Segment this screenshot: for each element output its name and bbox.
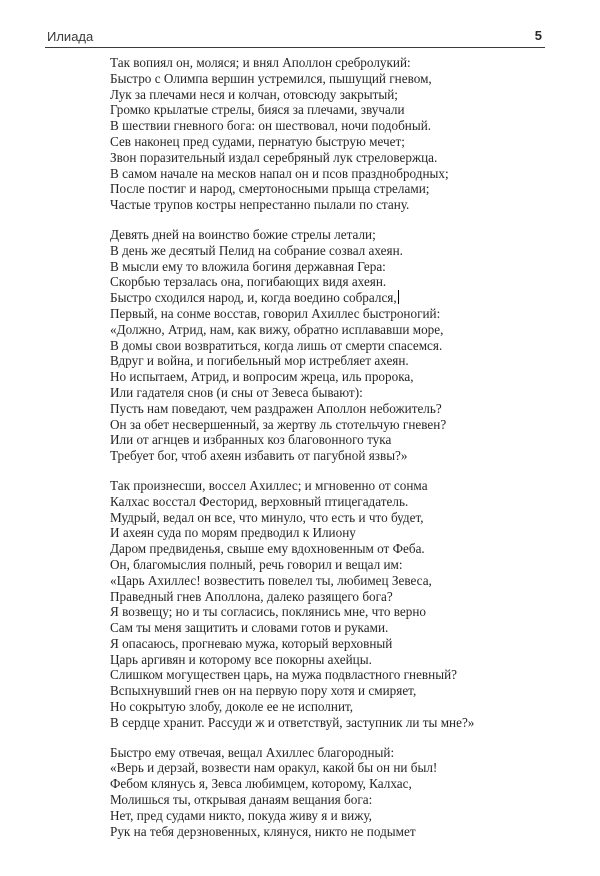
verse-line: Быстро сходился народ, и, когда воедино собрался, — [110, 290, 397, 306]
page-number: 5 — [534, 28, 542, 43]
verse-line: Громко крылатые стрелы, бияся за плечами, звучали — [110, 102, 405, 118]
verse-line: «Должно, Атрид, нам, как вижу, обратно исплававши море, — [110, 321, 444, 337]
verse-line: В самом начале на месков напал он и псов празднобродных; — [110, 165, 449, 181]
verse-line: Так произнесши, воссел Ахиллес; и мгновенно от сонма — [110, 477, 428, 493]
verse-line: Звон поразительный издал серебряный лук стреловержца. — [110, 149, 438, 165]
book-title: Илиада — [47, 29, 94, 44]
verse-line: Быстро ему отвечая, вещал Ахиллес благородный: — [110, 744, 395, 760]
verse-line: Даром предвиденья, свыше ему вдохновенным от Феба. — [110, 541, 425, 557]
verse-line: Я возвещу; но и ты согласись, поклянись мне, что верно — [110, 604, 426, 620]
verse-line: «Царь Ахиллес! возвестить повелел ты, любимец Зевеса, — [110, 572, 432, 588]
verse-line: В день же десятый Пелид на собрание созвал ахеян. — [110, 242, 403, 258]
verse-line: Фебом клянусь я, Зевса любимцем, которому, Калхас, — [110, 776, 412, 792]
stanza — [110, 478, 550, 731]
verse-line: Но сокрытую злобу, доколе ее не исполнит, — [110, 699, 354, 715]
verse-line: В мысли ему то вложила богиня державная Гера: — [110, 258, 386, 274]
text-cursor — [398, 290, 399, 304]
stanza — [110, 55, 550, 213]
verse-line: Быстро с Олимпа вершин устремился, пышущий гневом, — [110, 70, 432, 86]
verse-line: В домы свои возвратиться, когда лишь от смерти спасемся. — [110, 337, 443, 353]
verse-line: Я опасаюсь, прогневаю мужа, который верховный — [110, 635, 393, 651]
verse-line: Калхас восстал Фесторид, верховный птицегадатель. — [110, 493, 409, 509]
stanza — [110, 745, 550, 840]
verse-line: «Верь и дерзай, возвести нам оракул, какой бы он ни был! — [110, 760, 438, 776]
running-header — [45, 26, 545, 48]
verse-line: Частые трупов костры непрестанно пылали по стану. — [110, 197, 410, 213]
verse-line: Он, благомыслия полный, речь говорил и вещал им: — [110, 556, 403, 572]
verse-line: Или от агнцев и избранных коз благовонного тука — [110, 432, 392, 448]
verse-line: В шествии гневного бога: он шествовал, ночи подобный. — [110, 118, 432, 134]
verse-line: Сев наконец пред судами, пернатую быструю мечет; — [110, 133, 405, 149]
verse-line: Мудрый, ведал он все, что минуло, что есть и что будет, — [110, 509, 424, 525]
verse-line: Но испытаем, Атрид, и вопросим жреца, иль пророка, — [110, 369, 414, 385]
verse-line: Рук на тебя дерзновенных, клянуся, никто не подымет — [110, 823, 416, 839]
verse-line: Скорбью терзалась она, погибающих видя ахеян. — [110, 274, 387, 290]
verse-line: После постиг и народ, смертоносными прыща стрелами; — [110, 181, 430, 197]
verse-line: Царь аргивян и которому все покорны ахейцы. — [110, 651, 372, 667]
stanza — [110, 227, 550, 464]
verse-line: Вдруг и война, и погибельный мор истребляет ахеян. — [110, 353, 409, 369]
verse-line: И ахеян суда по морям предводил к Илиону — [110, 525, 356, 541]
verse-line: Молишься ты, открывая данаям вещания бога: — [110, 792, 373, 808]
verse-line: Лук за плечами неся и колчан, отовсюду закрытый; — [110, 86, 398, 102]
verse-line: В сердце хранит. Рассуди ж и ответствуй, заступник ли ты мне?» — [110, 714, 475, 730]
verse-line: Вспыхнувший гнев он на первую пору хотя и смиряет, — [110, 683, 417, 699]
verse-line: Слишком могуществен царь, на мужа подвластного гневный? — [110, 667, 457, 683]
verse-line: Праведный гнев Аполлона, далеко разящего бога? — [110, 588, 393, 604]
poem-body[interactable] — [110, 55, 550, 853]
verse-line: Пусть нам поведают, чем раздражен Аполлон небожитель? — [110, 400, 442, 416]
verse-line: Так вопиял он, моляся; и внял Аполлон сребролукий: — [110, 55, 411, 70]
verse-line: Или гадателя снов (и сны от Зевеса бывают): — [110, 384, 363, 400]
verse-line: Сам ты меня защитить и словами готов и руками. — [110, 620, 389, 636]
verse-line: Требует бог, чтоб ахеян избавить от пагубной язвы?» — [110, 448, 408, 464]
verse-line: Первый, на сонме восстав, говорил Ахиллес быстроногий: — [110, 305, 441, 321]
verse-line: Девять дней на воинство божие стрелы летали; — [110, 226, 376, 242]
verse-line: Он за обет несвершенный, за жертву ль стотельчую гневен? — [110, 416, 447, 432]
verse-line: Нет, пред судами никто, покуда живу я и вижу, — [110, 807, 372, 823]
